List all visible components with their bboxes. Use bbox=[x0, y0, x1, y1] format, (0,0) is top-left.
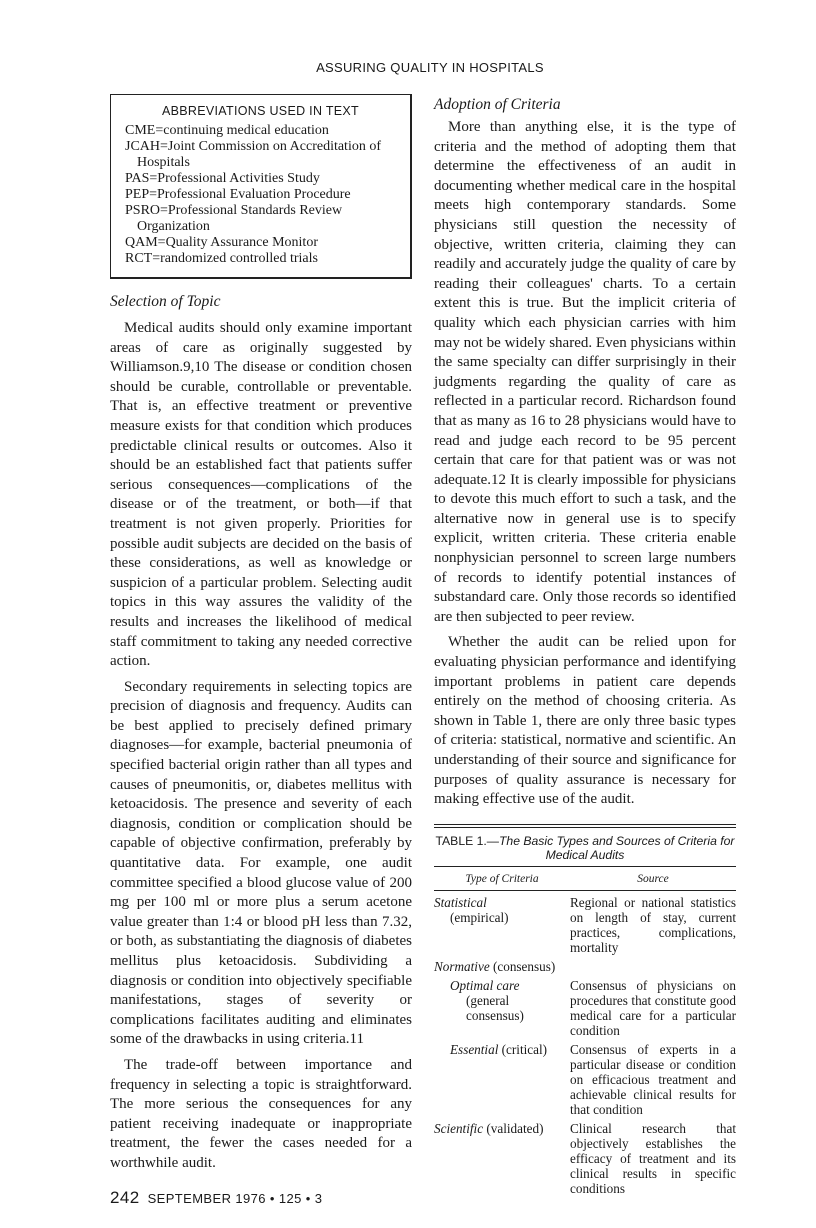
table-header bbox=[434, 867, 736, 890]
criteria-type: Scientific bbox=[434, 1120, 484, 1136]
abbreviations-box bbox=[110, 94, 412, 279]
column-header: Source bbox=[637, 872, 669, 885]
divider bbox=[434, 890, 736, 891]
table-row bbox=[434, 1121, 736, 1196]
page-footer bbox=[110, 1188, 412, 1228]
table-label: TABLE 1.— bbox=[435, 833, 499, 848]
criteria-qualifier: (validated) bbox=[486, 1120, 544, 1136]
right-column bbox=[434, 94, 736, 1196]
running-head: ASSURING QUALITY IN HOSPITALS bbox=[316, 60, 544, 75]
abbreviation-item: CME=continuing medical education bbox=[125, 123, 329, 138]
abbreviations-title: ABBREVIATIONS USED IN TEXT bbox=[162, 104, 359, 118]
issue-info: SEPTEMBER 1976 • 125 • 3 bbox=[147, 1190, 323, 1206]
section-heading: Selection of Topic bbox=[110, 293, 221, 310]
paragraph: Medical audits should only examine important areas of care as originally suggested by Williamson.9,10 The disease or condition chosen should be curable, controllable or preventable. That is, an effective treatment or preventive measure exists for that condition which produces predictable clinical results or outcomes. Also it should be an established fact that patients suffer serious consequences—complications of the disease or of the treatment, or both—if that treatment is not given properly. Priorities for possible audit subjects are decided on the basis of these considerations, as well as knowledge or suspicion of a particular problem. Selecting audit topics in this way assures the validity of the results and increases the likelihood of medical staff commitment to taking any needed corrective action. bbox=[110, 320, 412, 670]
criteria-type: Statistical bbox=[434, 894, 487, 910]
page-number: 242 bbox=[110, 1187, 140, 1207]
abbreviation-item: RCT=randomized controlled trials bbox=[125, 251, 318, 266]
criteria-source: Consensus of physicians on procedures that constitute good medical care for a particular condition bbox=[570, 977, 736, 1038]
criteria-qualifier: (general consensus) bbox=[466, 992, 524, 1023]
column-header: Type of Criteria bbox=[465, 872, 539, 885]
criteria-source: Regional or national statistics on length of stay, current practices, complications, mortality bbox=[570, 894, 736, 955]
criteria-type: Optimal care bbox=[450, 977, 520, 993]
paragraph: Whether the audit can be relied upon for evaluating physician performance and identifying important problems in patient care depends entirely on the method of choosing criteria. As shown in Table 1, there are only three basic types of criteria: statistical, normative and scientific. An understanding of their source and significance for purposes of quality assurance is necessary for making effective use of the audit. bbox=[434, 634, 736, 808]
table-row bbox=[434, 895, 736, 955]
abbreviation-item: PAS=Professional Activities Study bbox=[125, 171, 320, 186]
criteria-table bbox=[434, 824, 736, 1196]
paragraph: Secondary requirements in selecting topics are precision of diagnosis and frequency. Audits can be best applied to precisely defined primary diagnoses—for example, bacterial pneumonia of specified bacterial origin rather than all types and causes of pneumonitis, or, diabetes mellitus with ketoacidosis. The presence and severity of each diagnosis, condition or complication should be capable of objective confirmation, preferably by quantitative data. For example, one audit committee specified a blood glucose value of 200 mg per 100 ml or more plus a serum acetone value greater than 1:4 or blood pH less than 7.32, or both, as substantiating the diagnosis of diabetes mellitus plus ketoacidosis. Subdividing a diagnosis or condition into objectively specifiable manifestations, stages of severity or complications facilitates auditing and eliminates some of the drawbacks in using criteria.11 bbox=[110, 678, 412, 1048]
abbreviation-item: JCAH=Joint Commission on Accreditation of Hospitals bbox=[125, 139, 381, 170]
table-row bbox=[434, 1042, 736, 1117]
paragraph: The trade-off between importance and frequency in selecting a topic is straightforward. The more serious the consequences for any patient receiving inadequate or inappropriate treatment, the fewer the cases needed for a worthwhile audit. bbox=[110, 1056, 412, 1171]
table-row bbox=[434, 959, 736, 974]
table-title bbox=[434, 828, 736, 866]
criteria-source: Consensus of experts in a particular disease or condition on efficacious treatment and achievable clinical results for that condition bbox=[570, 1041, 736, 1117]
criteria-type: Essential bbox=[450, 1041, 499, 1057]
table-caption: The Basic Types and Sources of Criteria for Medical Audits bbox=[498, 833, 735, 862]
criteria-source: Clinical research that objectively establishes the efficacy of treatment and its clinical results in specific conditions bbox=[570, 1120, 736, 1196]
abbreviation-item: PSRO=Professional Standards Review Organization bbox=[125, 203, 343, 234]
criteria-qualifier: (critical) bbox=[501, 1041, 548, 1057]
abbreviation-item: PEP=Professional Evaluation Procedure bbox=[125, 187, 351, 202]
criteria-qualifier: (consensus) bbox=[492, 958, 556, 974]
abbreviation-item: QAM=Quality Assurance Monitor bbox=[125, 235, 318, 250]
section-heading: Adoption of Criteria bbox=[434, 96, 561, 113]
left-column bbox=[110, 94, 412, 1228]
criteria-type: Normative bbox=[434, 958, 490, 974]
criteria-qualifier: (empirical) bbox=[450, 909, 509, 925]
paragraph: More than anything else, it is the type of criteria and the method of adopting them that determine the effectiveness of an audit in documenting whether medical care in the hospital meets high contemporary standards. Some physicians still question the necessity of objective, written criteria, claiming they can readily and accurately judge the quality of care by reading their colleagues' charts. To a certain extent this is true. But the implicit criteria of quality which each physician carries with him may not be widely shared. Even physicians within the same specialty can differ surprisingly in their judgments regarding the quality of care as reflected in a particular record. Richardson found that as many as 16 to 28 physicians would have to read and judge each record to be 95 percent certain that care for that patient was or was not adequate.12 It is clearly impossible for physicians to devote this much effort to such a task, and the alternative now in general use is to specify explicit, written criteria. These criteria enable nonphysician personnel to screen large numbers of records to identify potential instances of substandard care. Only those records so identified are then subjected to peer review. bbox=[434, 119, 736, 625]
table-row bbox=[434, 978, 736, 1038]
